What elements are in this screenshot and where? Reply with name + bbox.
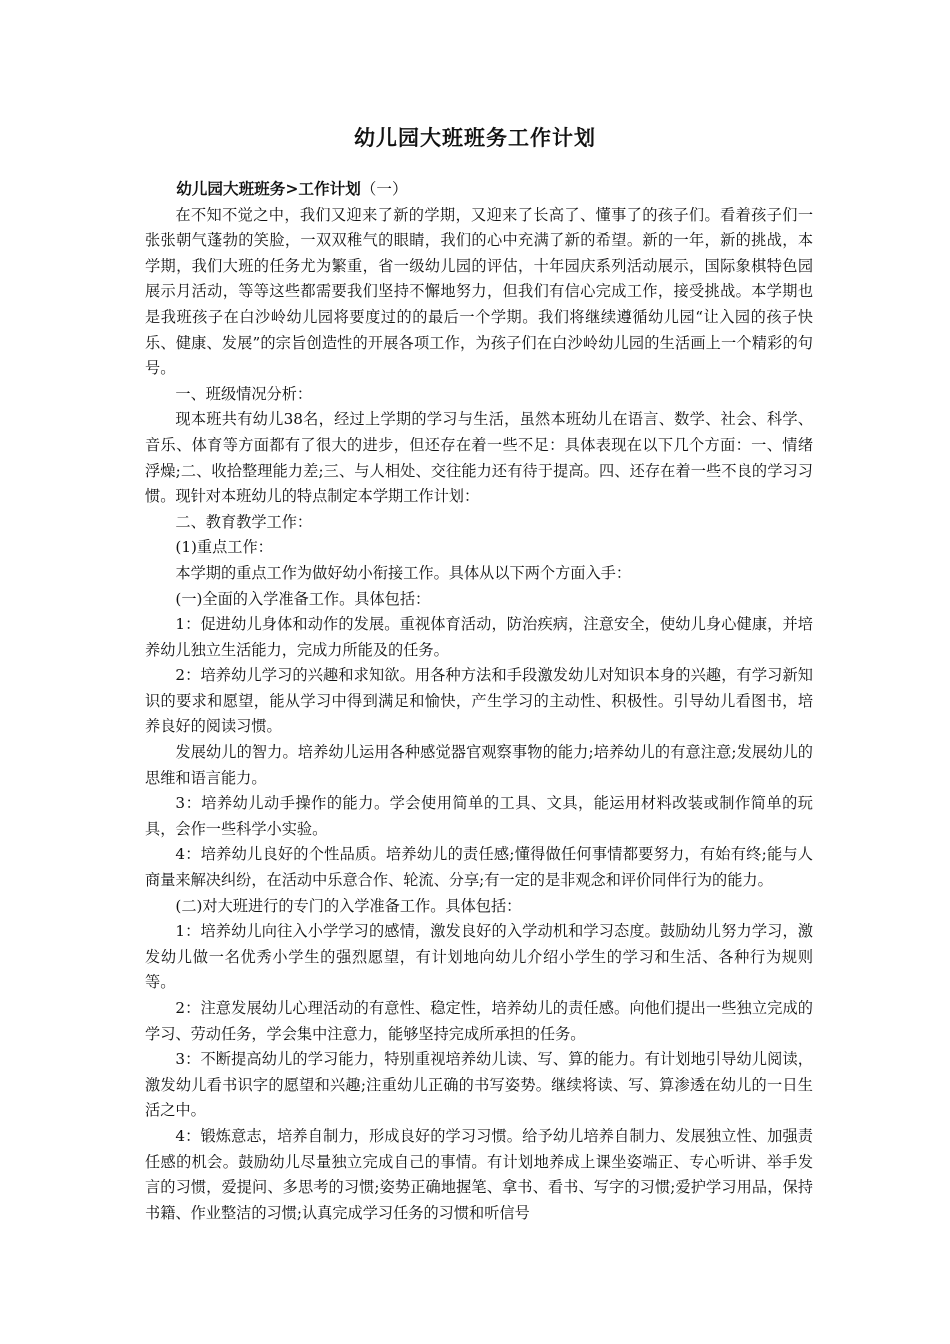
paragraph: 在不知不觉之中，我们又迎来了新的学期，又迎来了长高了、懂事了的孩子们。看着孩子们一张张朝气蓬勃的笑脸，一双双稚气的眼睛，我们的心中充满了新的希望。新的一年，新的挑战，本学期，我们大班的任务尤为繁重，省一级幼儿园的评估，十年园庆系列活动展示，国际象棋特色园展示月活动，等等这些都需要我们坚持不懈地努力，但我们有信心完成工作，接受挑战。本学期也是我班孩子在白沙岭幼儿园将要度过的的最后一个学期。我们将继续遵循幼儿园“让入园的孩子快乐、健康、发展”的宗旨创造性的开展各项工作，为孩子们在白沙岭幼儿园的生活画上一个精彩的句号。: [145, 205, 813, 378]
section-heading: 一、班级情况分析：: [175, 384, 313, 403]
paragraph: 发展幼儿的智力。培养幼儿运用各种感觉器官观察事物的能力;培养幼儿的有意注意;发展幼儿的思维和语言能力。: [145, 743, 813, 787]
subsection-heading: (1)重点工作：: [175, 538, 273, 557]
list-item: 1：促进幼儿身体和动作的发展。重视体育活动，防治疾病，注意安全，使幼儿身心健康，并培养幼儿独立生活能力，完成力所能及的任务。: [145, 615, 813, 659]
document-title: 幼儿园大班班务工作计划: [354, 125, 596, 150]
subsection-heading: (二)对大班进行的专门的入学准备工作。具体包括：: [175, 896, 522, 915]
list-item: 2：注意发展幼儿心理活动的有意性、稳定性，培养幼儿的责任感。向他们提出一些独立完成的学习、劳动任务，学会集中注意力，能够坚持完成所承担的任务。: [145, 999, 813, 1043]
list-item: 1：培养幼儿向往入小学学习的感情，激发良好的入学动机和学习态度。鼓励幼儿努力学习，激发幼儿做一名优秀小学生的强烈愿望，有计划地向幼儿介绍小学生的学习和生活、各种行为规则等。: [145, 922, 813, 992]
paragraph: 现本班共有幼儿38名，经过上学期的学习与生活，虽然本班幼儿在语言、数学、社会、科学、音乐、体育等方面都有了很大的进步，但还存在着一些不足：具体表现在以下几个方面：一、情绪浮燥;二、收拾整理能力差;三、与人相处、交往能力还有待于提高。四、还存在着一些不良的学习习惯。现针对本班幼儿的特点制定本学期工作计划：: [145, 410, 813, 506]
subtitle-main: 幼儿园大班班务>工作计划: [176, 179, 361, 198]
list-item: 3：不断提高幼儿的学习能力，特别重视培养幼儿读、写、算的能力。有计划地引导幼儿阅读，激发幼儿看书识字的愿望和兴趣;注重幼儿正确的书写姿势。继续将读、写、算渗透在幼儿的一日生活之中。: [145, 1050, 813, 1120]
paragraph: 本学期的重点工作为做好幼小衔接工作。具体从以下两个方面入手：: [175, 563, 632, 582]
list-item: 2：培养幼儿学习的兴趣和求知欲。用各种方法和手段激发幼儿对知识本身的兴趣，有学习新知识的要求和愿望，能从学习中得到满足和愉快，产生学习的主动性、积极性。引导幼儿看图书，培养良好的阅读习惯。: [145, 666, 813, 736]
subsection-heading: (一)全面的入学准备工作。具体包括：: [175, 589, 431, 608]
list-item: 4：锻炼意志，培养自制力，形成良好的学习习惯。给予幼儿培养自制力、发展独立性、加强责任感的机会。鼓励幼儿尽量独立完成自己的事情。有计划地养成上课坐姿端正、专心听讲、举手发言的习惯，爱提问、多思考的习惯;姿势正确地握笔、拿书、看书、写字的习惯;爱护学习用品，保持书籍、作业整洁的习惯;认真完成学习任务的习惯和听信号: [145, 1126, 813, 1222]
document-subtitle: [145, 176, 813, 203]
list-item: 4：培养幼儿良好的个性品质。培养幼儿的责任感;懂得做任何事情都要努力，有始有终;能与人商量来解决纠纷，在活动中乐意合作、轮流、分享;有一定的是非观念和评价同伴行为的能力。: [145, 845, 813, 890]
subtitle-suffix: （一）: [360, 180, 408, 198]
list-item: 3：培养幼儿动手操作的能力。学会使用简单的工具、文具，能运用材料改装或制作简单的玩具，会作一些科学小实验。: [145, 794, 813, 838]
section-heading: 二、教育教学工作：: [175, 512, 313, 531]
document-body: [145, 176, 813, 1226]
